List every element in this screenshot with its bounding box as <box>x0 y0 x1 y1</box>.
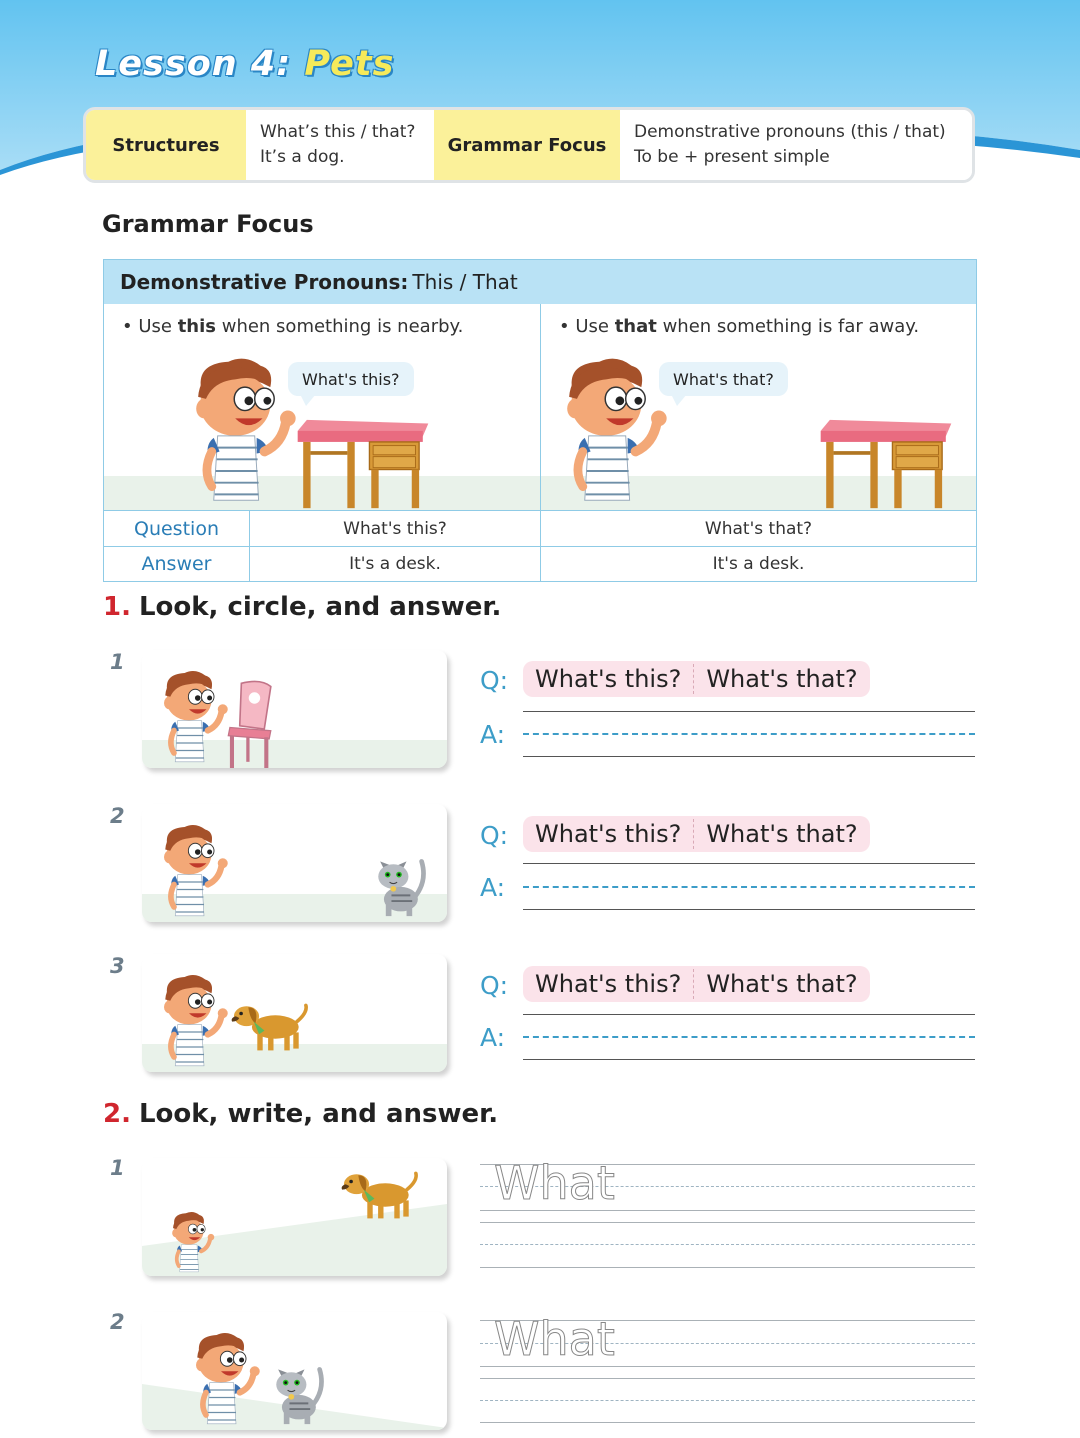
grammar-focus-heading: Grammar Focus <box>102 210 314 238</box>
grammar-table-title <box>104 260 976 304</box>
writing-line <box>480 1222 975 1223</box>
boy-illustration <box>156 822 232 922</box>
boy-illustration <box>555 354 673 510</box>
choice-this[interactable]: What's this? <box>535 820 682 848</box>
exercise-2-heading <box>103 1099 498 1129</box>
lesson-title <box>95 44 394 84</box>
grammar-focus-label: Grammar Focus <box>434 110 620 180</box>
picture-card <box>142 1312 447 1430</box>
q-label: Q: <box>480 666 509 695</box>
choice-that[interactable]: What's that? <box>706 665 858 693</box>
grammar-line-1: Demonstrative pronouns (this / that) <box>634 122 946 142</box>
structures-box <box>83 107 975 183</box>
choice-pill <box>523 661 870 697</box>
question-that: What's that? <box>704 518 813 539</box>
writing-baseline[interactable] <box>480 1366 975 1367</box>
grammar-line-2: To be + present simple <box>634 147 830 167</box>
that-panel <box>541 304 976 510</box>
question-label: Question <box>134 517 219 540</box>
structure-line-2: It’s a dog. <box>260 147 345 167</box>
answer-writing-line[interactable] <box>523 886 975 888</box>
picture-card <box>142 804 447 922</box>
a-label: A: <box>480 720 506 749</box>
choice-this[interactable]: What's this? <box>535 970 682 998</box>
answer-that: It's a desk. <box>712 554 805 574</box>
boy-illustration <box>188 1330 264 1430</box>
dog-illustration <box>338 1168 420 1222</box>
question-this: What's this? <box>343 518 447 539</box>
lesson-topic: Pets <box>304 44 395 84</box>
choice-this[interactable]: What's this? <box>535 665 682 693</box>
cat-illustration <box>370 852 428 918</box>
that-note: • Use that when something is far away. <box>559 316 920 337</box>
exercise-2-number: 2. <box>103 1099 131 1129</box>
choice-pill <box>523 966 870 1002</box>
answer-label: Answer <box>141 553 212 575</box>
q-label: Q: <box>480 821 509 850</box>
chair-illustration <box>220 680 284 768</box>
lesson-prefix: Lesson 4: <box>95 44 305 84</box>
table-title-rest: This / That <box>412 270 518 294</box>
item-number: 1 <box>110 1156 125 1180</box>
item-number: 3 <box>110 954 125 978</box>
choice-that[interactable]: What's that? <box>706 970 858 998</box>
writing-baseline[interactable] <box>480 1422 975 1423</box>
picture-card <box>142 650 447 768</box>
answer-bottom-line <box>523 756 975 757</box>
trace-word: What <box>494 1312 615 1366</box>
desk-illustration <box>813 418 959 510</box>
a-label: A: <box>480 873 506 902</box>
answer-bottom-line <box>523 909 975 910</box>
item-number: 1 <box>110 650 125 674</box>
trace-word: What <box>494 1156 615 1210</box>
exercise-1-number: 1. <box>103 592 131 622</box>
writing-line <box>480 1378 975 1379</box>
choice-pill <box>523 816 870 852</box>
writing-midline <box>480 1244 975 1245</box>
answer-top-line <box>523 1014 975 1015</box>
exercise-1-heading <box>103 592 501 622</box>
structure-line-1: What’s this / that? <box>260 122 416 142</box>
answer-writing-line[interactable] <box>523 733 975 735</box>
answer-this: It's a desk. <box>349 554 441 574</box>
item-number: 2 <box>110 1310 125 1334</box>
exercise-2-title: Look, write, and answer. <box>138 1099 499 1129</box>
this-panel <box>104 304 540 510</box>
picture-card <box>142 1158 447 1276</box>
answer-top-line <box>523 863 975 864</box>
writing-baseline[interactable] <box>480 1267 975 1268</box>
table-title-bold: Demonstrative Pronouns: <box>120 270 409 294</box>
answer-writing-line[interactable] <box>523 1036 975 1038</box>
this-note: • Use this when something is nearby. <box>122 316 464 337</box>
writing-baseline[interactable] <box>480 1210 975 1211</box>
answer-top-line <box>523 711 975 712</box>
grammar-table <box>103 259 977 582</box>
picture-card <box>142 954 447 1072</box>
writing-midline <box>480 1400 975 1401</box>
grammar-focus-topics <box>620 110 972 180</box>
dog-illustration <box>228 1000 310 1054</box>
boy-illustration <box>166 1210 218 1276</box>
answer-bottom-line <box>523 1059 975 1060</box>
boy-illustration <box>184 354 302 510</box>
a-label: A: <box>480 1023 506 1052</box>
desk-illustration <box>290 418 436 510</box>
structures-examples <box>246 110 434 180</box>
speech-bubble-that: What's that? <box>659 362 788 396</box>
cat-illustration <box>268 1360 326 1426</box>
q-label: Q: <box>480 971 509 1000</box>
choice-that[interactable]: What's that? <box>706 820 858 848</box>
speech-bubble-this: What's this? <box>288 362 414 396</box>
exercise-1-title: Look, circle, and answer. <box>138 592 502 622</box>
structures-label: Structures <box>86 110 246 180</box>
boy-illustration <box>156 972 232 1072</box>
item-number: 2 <box>110 804 125 828</box>
